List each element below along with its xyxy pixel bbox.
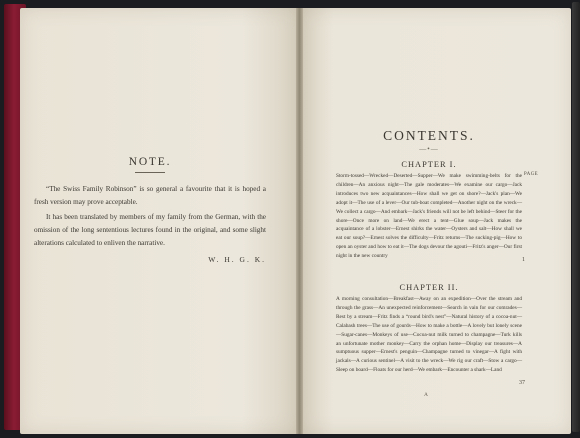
note-title: NOTE. <box>128 156 172 168</box>
chapter-heading: CHAPTER II. <box>399 283 459 292</box>
ornament-rule: —•— <box>419 145 439 153</box>
book-gutter <box>296 8 303 434</box>
chapter-summary: A morning consultation—Breakfast—Away on an expedition—Over the stream and through the grass—An unexpected reinforcement—Search in vain for our comrades—Rest by a stream—Fritz finds a “round bird's nest”—Natural history of a cocoa-nut—Calabash trees—The use of gourds—How to make a bottle—A lovely but lonely scene—Sugar-canes—Monkeys of use—Cocoa-nut milk turned to champagne—Turk kills an unfortunate mother monkey—Carry the orphan home—Display our treasures—A sumptuous supper—Ernest's penguin—Champagne turned to vinegar—A fight with jackals—A curious sentinel—A visit to the wreck—We rig our craft—Stow a cargo—Sleep on board—Floats for our herd—We embark—Encounter a shark—Land <box>336 296 522 374</box>
book-cover-edge-right <box>572 2 580 432</box>
note-section <box>34 156 266 264</box>
note-paragraph: It has been translated by members of my family from the German, with the omission of the long sententious lectures found in the original, and some slight alterations calculated to enliven the narrative. <box>34 213 266 247</box>
chapter-entry <box>336 160 522 261</box>
page-number: 37 <box>519 380 525 386</box>
chapter-summary: Storm-tossed—Wrecked—Deserted—Supper—We make swimming-belts for the children—An anxious night—The gale moderates—We examine our cargo—Jack introduces two new acquaintances—How shall we get on shore?—Jack's plan—We adopt it—The use of a lever—Our tub-boat completed—Another night on the wreck—We collect a cargo—And embark—Jack's friends will not be left behind—Steer for the shore—Once more on land—We erect a tent—Glue soup—Jack makes the acquaintance of a lobster—Ernest shirks the water—Oysters and salt—How shall we eat our soup?—Ernest solves the difficulty—Fritz returns—The sucking-pig—How to open an oyster and how to eat it—The dogs devour the agouti—Fritz's anger—Our first night in the new country <box>336 173 522 260</box>
page-column-label: PAGE <box>524 172 539 177</box>
note-paragraph: “The Swiss Family Robinson” is so general a favourite that it is hoped a fresh version may prove acceptable. <box>34 185 266 206</box>
contents-title: CONTENTS. <box>383 128 475 143</box>
note-signature: W. H. G. K. <box>208 255 266 264</box>
chapter-entry <box>336 283 522 375</box>
signature-mark: A <box>424 392 428 398</box>
contents-header <box>338 128 520 163</box>
chapter-heading: CHAPTER I. <box>401 160 457 169</box>
page-number: 1 <box>522 257 525 263</box>
note-rule <box>135 172 165 173</box>
